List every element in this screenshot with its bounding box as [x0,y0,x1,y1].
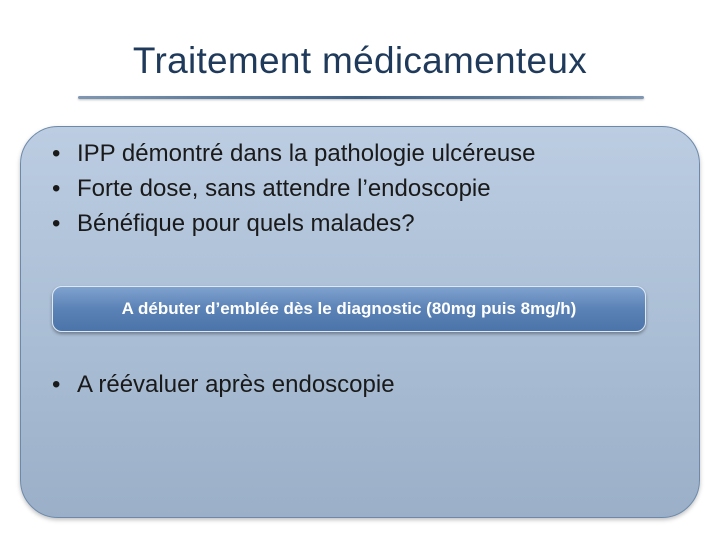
highlight-callout: A débuter d’emblée dès le diagnostic (80mg puis 8mg/h) [52,286,646,332]
bullet-list-final [52,367,395,402]
bullet-icon: • [52,210,61,237]
bullet-item [52,367,395,402]
bullet-item [52,136,536,171]
bullet-text: IPP démontré dans la pathologie ulcéreuse [77,140,536,167]
slide-title: Traitement médicamenteux [132,40,588,81]
bullet-icon: • [52,175,61,202]
bullet-text: Bénéfique pour quels malades? [77,210,415,237]
bullet-item [52,171,536,206]
bullet-text: Forte dose, sans attendre l’endoscopie [77,175,491,202]
bullet-text: A réévaluer après endoscopie [77,371,395,398]
bullet-icon: • [52,371,61,398]
bullet-item [52,206,536,241]
bullet-list [52,136,536,241]
title-underline [78,96,644,99]
bullet-icon: • [52,140,61,167]
